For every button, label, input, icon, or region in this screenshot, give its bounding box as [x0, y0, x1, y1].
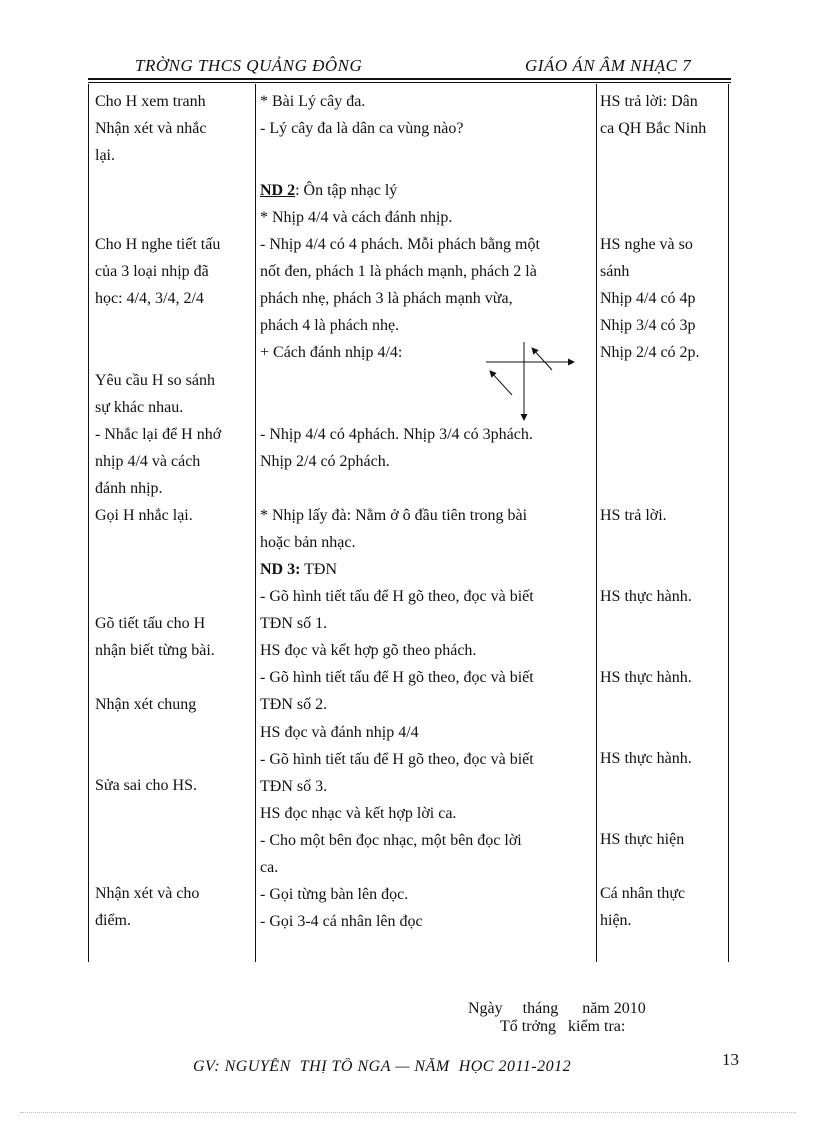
row5-content: * Nhịp lấy đà: Nằm ở ô đầu tiên trong bài hoặc bản nhạc. [260, 507, 528, 552]
table-border-col2 [255, 84, 256, 962]
row4-teacher: Yêu cầu H so sánh sự khác nhau. - Nhắc lại để H nhớ nhịp 4/4 và cách đánh nhịp. [95, 372, 222, 498]
nd3-title: ND 3: [260, 561, 301, 578]
nd2-title: ND 2 [260, 182, 296, 199]
row5-student: HS trả lời. [600, 507, 667, 524]
row1-content: * Bài Lý cây đa. - Lý cây đa là dân ca vùng nào? [260, 93, 464, 138]
conducting-diagram [480, 340, 580, 425]
nd3-student-4: HS thực hiện [600, 831, 685, 848]
nd3-student-5: Cá nhân thực hiện. [600, 885, 686, 930]
row4-content: - Nhịp 4/4 có 4phách. Nhịp 3/4 có 3phách. Nhịp 2/4 có 2phách. [260, 426, 533, 471]
diagram-arrow-upleft [490, 371, 512, 395]
footer-sign: Tổ trởng kiểm tra: [500, 1018, 626, 1035]
row1-teacher: Cho H xem tranh Nhận xét và nhắc lại. [95, 93, 207, 165]
nd2-section: ND 2: Ôn tập nhạc lý * Nhịp 4/4 và cách đánh nhịp. [260, 182, 453, 227]
row3-teacher: Cho H nghe tiết tấu của 3 loại nhịp đã học: 4/4, 3/4, 2/4 [95, 236, 221, 308]
header-rule-thick [88, 78, 731, 80]
nd3-section: ND 3: TĐN - Gõ hình tiết tấu để H gõ theo, đọc và biết TĐN số 1. HS đọc và kết hợp gõ theo phách. - Gõ hình tiết tấu để H gõ theo, đọc và biết TĐN số 2. HS đọc và đánh nhịp 4/4 - Gõ hình tiết tấu để H gõ theo, đọc và biết TĐN số 3. HS đọc nhạc và kết hợp lời ca. - Cho một bên đọc nhạc, một bên đọc lời ca. - Gọi từng bàn lên đọc. - Gọi 3-4 cá nhân lên đọc [260, 561, 534, 931]
page-number: 13 [722, 1050, 739, 1069]
nd3-student-3: HS thực hành. [600, 750, 692, 767]
row3-content: - Nhịp 4/4 có 4 phách. Mỗi phách bằng một nốt đen, phách 1 là phách mạnh, phách 2 là phách nhẹ, phách 3 là phách mạnh vừa, phách 4 là phách nhẹ. + Cách đánh nhịp 4/4: [260, 236, 540, 362]
table-border-right [728, 84, 729, 962]
nd3-teacher-2: Nhận xét chung [95, 696, 197, 713]
footer-date: Ngày tháng năm 2010 [468, 1000, 646, 1017]
nd3-teacher-3: Sửa sai cho HS. [95, 777, 197, 794]
page-bottom-divider [20, 1112, 796, 1113]
nd3-student-1: HS thực hành. [600, 588, 692, 605]
table-border-left [88, 84, 89, 962]
row3-student: HS nghe và so sánh Nhịp 4/4 có 4p Nhịp 3/4 có 3p Nhịp 2/4 có 2p. [600, 236, 700, 362]
header-right: GIÁO ÁN ÂM NHẠC 7 [525, 56, 692, 75]
nd3-teacher-4: Nhận xét và cho điểm. [95, 885, 200, 930]
nd3-student-2: HS thực hành. [600, 669, 692, 686]
table-border-col3 [596, 84, 597, 962]
footer-teacher: GV: NGUYỄN THỊ TỐ NGA — NĂM HỌC 2011-2012 [193, 1058, 572, 1073]
row5-teacher: Gọi H nhắc lại. [95, 507, 193, 524]
row1-student: HS trả lời: Dân ca QH Bắc Ninh [600, 93, 707, 138]
header-left: TRỜNG THCS QUẢNG ĐÔNG [135, 56, 363, 75]
header-rule-thin [88, 82, 731, 83]
nd3-teacher-1: Gõ tiết tấu cho H nhận biết từng bài. [95, 615, 215, 660]
diagram-arrow-upright [532, 348, 552, 370]
